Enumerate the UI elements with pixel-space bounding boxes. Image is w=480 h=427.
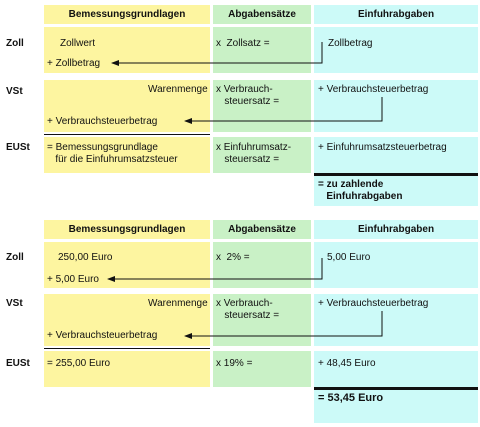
arrow-verbrauchsteuerbetrag-2: [185, 311, 382, 336]
arrow-zollbetrag-2: [108, 258, 322, 279]
plus-einfuhrumsatzsteuerbetrag-text: + Einfuhrumsatzsteuerbetrag: [318, 142, 447, 153]
verbrauchsteuersatz-text: x Verbrauch- steuersatz =: [216, 84, 280, 107]
plus-verbrauchsteuerbetrag-left-2: + Verbrauchsteuerbetrag: [47, 330, 158, 341]
arrow-zollbetrag: [112, 42, 322, 63]
bemessungsgrundlage-value: = 255,00 Euro: [47, 358, 111, 369]
header-abgabensaetze-2: Abgabensätze: [213, 220, 311, 239]
zollwert-text: Zollwert: [60, 38, 96, 49]
zollsatz-text: x Zollsatz =: [216, 38, 270, 49]
header-abgabensaetze: Abgabensätze: [213, 5, 311, 24]
row-label-zoll: Zoll: [6, 38, 24, 49]
warenmenge-text-2: Warenmenge: [148, 298, 208, 309]
header-bemessungsgrundlagen: Bemessungsgrundlagen: [44, 5, 210, 24]
plus-zollbetrag-text: + Zollbetrag: [47, 58, 101, 69]
einfuhrumsatzsteuerbetrag-value: + 48,45 Euro: [318, 358, 376, 369]
row-label-vst-2: VSt: [6, 298, 23, 309]
einfuhrumsatzsteuersatz-text: x Einfuhrumsatz- steuersatz =: [216, 142, 292, 165]
zollbetrag-text: Zollbetrag: [328, 38, 373, 49]
header-einfuhrabgaben: Einfuhrabgaben: [314, 5, 478, 24]
header-bemessungsgrundlagen-2: Bemessungsgrundlagen: [44, 220, 210, 239]
verbrauchsteuersatz-text-2: x Verbrauch- steuersatz =: [216, 298, 280, 321]
header-einfuhrabgaben-2: Einfuhrabgaben: [314, 220, 478, 239]
row-label-eust: EUSt: [6, 142, 30, 153]
warenmenge-text: Warenmenge: [148, 84, 208, 95]
zollwert-value: 250,00 Euro: [58, 252, 113, 263]
row-label-zoll-2: Zoll: [6, 252, 24, 263]
zu-zahlende-text: = zu zahlende Einfuhrabgaben: [318, 179, 403, 202]
plus-verbrauchsteuerbetrag-right-2: + Verbrauchsteuerbetrag: [318, 298, 429, 309]
einfuhrumsatzsteuersatz-value: x 19% =: [216, 358, 253, 369]
plus-verbrauchsteuerbetrag-right: + Verbrauchsteuerbetrag: [318, 84, 429, 95]
zollbetrag-value: 5,00 Euro: [327, 252, 371, 263]
row-label-eust-2: EUSt: [6, 358, 30, 369]
plus-verbrauchsteuerbetrag-left: + Verbrauchsteuerbetrag: [47, 116, 158, 127]
bemessungsgrundlage-text: = Bemessungsgrundlage für die Einfuhrumsatzsteuer: [47, 142, 178, 165]
plus-zollbetrag-value: + 5,00 Euro: [47, 274, 99, 285]
arrow-verbrauchsteuerbetrag: [185, 97, 382, 121]
zu-zahlende-value: = 53,45 Euro: [318, 392, 384, 404]
zollsatz-value: x 2% =: [216, 252, 250, 263]
row-label-vst: VSt: [6, 86, 23, 97]
